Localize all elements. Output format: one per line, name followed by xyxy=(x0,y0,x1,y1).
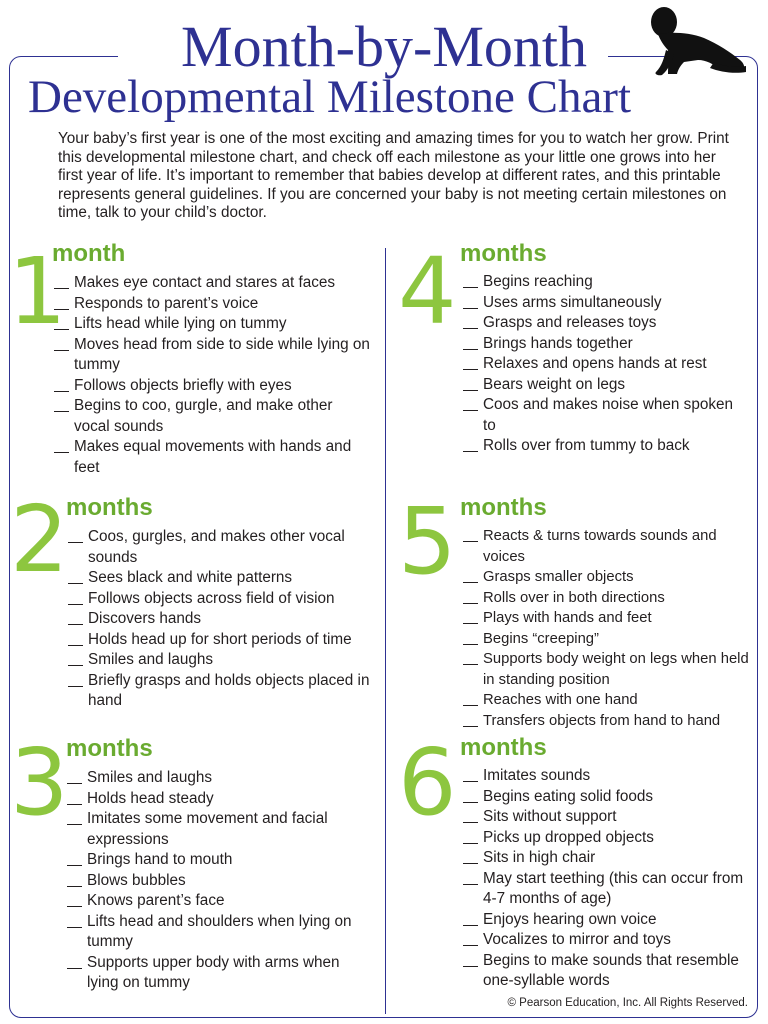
column-divider xyxy=(385,248,386,1014)
milestone-item: Sits without support xyxy=(463,807,755,828)
milestone-item: Discovers hands xyxy=(68,609,373,630)
section-number: 6 xyxy=(398,729,457,836)
milestone-item: Grasps smaller objects xyxy=(463,567,755,588)
milestone-item: Grasps and releases toys xyxy=(463,313,743,334)
milestone-list xyxy=(463,766,755,992)
milestone-item: Supports body weight on legs when held in standing position xyxy=(463,649,755,690)
milestone-list xyxy=(463,526,755,731)
milestone-item: May start teething (this can occur from 4-7 months of age) xyxy=(463,869,755,910)
milestone-list xyxy=(463,272,743,457)
milestone-item: Reacts & turns towards sounds and voices xyxy=(463,526,755,567)
milestone-list xyxy=(67,768,372,994)
milestone-item: Smiles and laughs xyxy=(68,650,373,671)
milestone-item: Responds to parent’s voice xyxy=(54,294,372,315)
milestone-item: Coos, gurgles, and makes other vocal sounds xyxy=(68,527,373,568)
milestone-item: Begins “creeping” xyxy=(463,629,755,650)
section-heading: months xyxy=(66,494,153,521)
section-number: 1 xyxy=(8,238,67,345)
milestone-item: Bears weight on legs xyxy=(463,375,743,396)
page-title: Month-by-Month xyxy=(181,14,587,79)
milestone-item: Vocalizes to mirror and toys xyxy=(463,930,755,951)
section-heading: month xyxy=(52,240,126,267)
milestone-item: Briefly grasps and holds objects placed in hand xyxy=(68,671,373,712)
milestone-item: Relaxes and opens hands at rest xyxy=(463,354,743,375)
milestone-item: Uses arms simultaneously xyxy=(463,293,743,314)
milestone-item: Makes equal movements with hands and feet xyxy=(54,437,372,478)
milestone-item: Sees black and white patterns xyxy=(68,568,373,589)
copyright-notice: © Pearson Education, Inc. All Rights Reserved. xyxy=(507,997,748,1009)
milestone-item: Supports upper body with arms when lying on tummy xyxy=(67,953,372,994)
milestone-item: Imitates sounds xyxy=(463,766,755,787)
milestone-item: Smiles and laughs xyxy=(67,768,372,789)
milestone-item: Lifts head and shoulders when lying on tummy xyxy=(67,912,372,953)
milestone-item: Sits in high chair xyxy=(463,848,755,869)
milestone-item: Knows parent’s face xyxy=(67,891,372,912)
milestone-list xyxy=(68,527,373,712)
milestone-item: Begins to make sounds that resemble one-syllable words xyxy=(463,951,755,992)
milestone-item: Makes eye contact and stares at faces xyxy=(54,273,372,294)
milestone-item: Holds head up for short periods of time xyxy=(68,630,373,651)
section-number: 2 xyxy=(10,486,69,593)
milestone-item: Imitates some movement and facial expressions xyxy=(67,809,372,850)
section-heading: months xyxy=(460,240,547,267)
milestone-item: Moves head from side to side while lying on tummy xyxy=(54,335,372,376)
milestone-item: Begins reaching xyxy=(463,272,743,293)
milestone-item: Brings hand to mouth xyxy=(67,850,372,871)
crawling-baby-icon xyxy=(644,4,748,78)
milestone-item: Transfers objects from hand to hand xyxy=(463,711,755,732)
milestone-item: Blows bubbles xyxy=(67,871,372,892)
milestone-item: Reaches with one hand xyxy=(463,690,755,711)
section-number: 3 xyxy=(10,729,69,836)
milestone-item: Picks up dropped objects xyxy=(463,828,755,849)
milestone-item: Follows objects across field of vision xyxy=(68,589,373,610)
milestone-item: Lifts head while lying on tummy xyxy=(54,314,372,335)
milestone-item: Brings hands together xyxy=(463,334,743,355)
page-subtitle: Developmental Milestone Chart xyxy=(28,71,632,123)
milestone-item: Coos and makes noise when spoken to xyxy=(463,395,743,436)
milestone-item: Rolls over in both directions xyxy=(463,588,755,609)
milestone-item: Rolls over from tummy to back xyxy=(463,436,743,457)
milestone-item: Enjoys hearing own voice xyxy=(463,910,755,931)
milestone-item: Begins to coo, gurgle, and make other vocal sounds xyxy=(54,396,372,437)
section-heading: months xyxy=(66,735,153,762)
milestone-item: Follows objects briefly with eyes xyxy=(54,376,372,397)
section-heading: months xyxy=(460,494,547,521)
milestone-list xyxy=(54,273,372,478)
intro-paragraph: Your baby’s first year is one of the most exciting and amazing times for you to watch her grow. Print this developmental milestone chart, and check off each milestone as your little one grows into her first year of life. It’s important to remember that babies develop at different rates, and this printable represents general guidelines. If you are concerned your baby is not meeting certain milestones on time, talk to your child’s doctor. xyxy=(58,130,729,221)
section-number: 5 xyxy=(398,488,457,595)
section-heading: months xyxy=(460,734,547,761)
milestone-item: Holds head steady xyxy=(67,789,372,810)
section-number: 4 xyxy=(398,238,457,345)
milestone-item: Begins eating solid foods xyxy=(463,787,755,808)
milestone-item: Plays with hands and feet xyxy=(463,608,755,629)
